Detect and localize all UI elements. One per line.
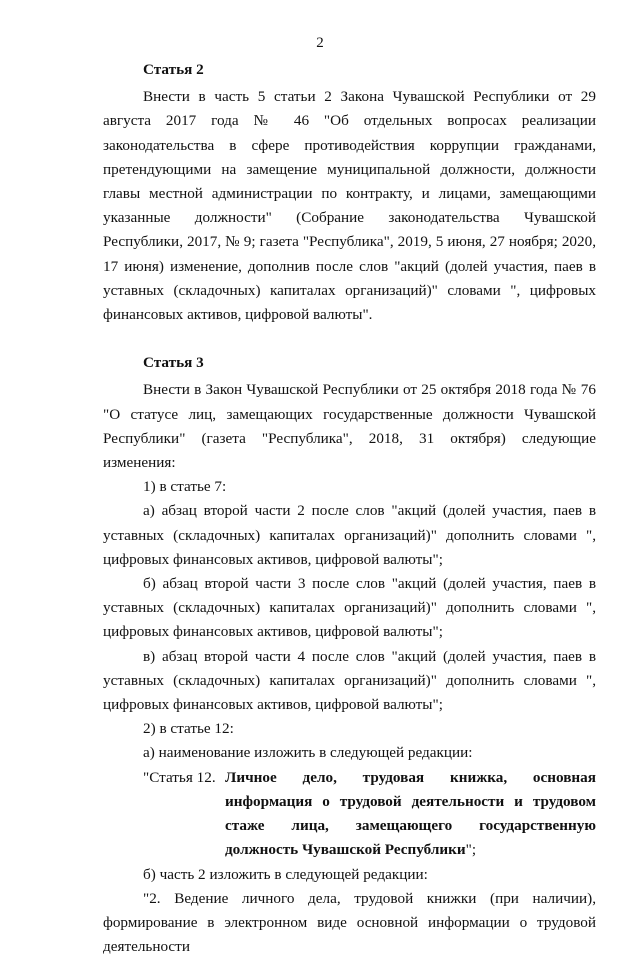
article-3-item-2b-text: "2. Ведение личного дела, трудовой книжки (при наличии), формирование в электронном виде основной информации о трудовой деятельности bbox=[103, 889, 596, 956]
document-body bbox=[103, 58, 596, 959]
quoted-article-end: "; bbox=[465, 841, 477, 859]
section-gap bbox=[103, 327, 596, 351]
article-2-text: Внести в часть 5 статьи 2 Закона Чувашской Республики от 29 августа 2017 года № 46 "Об отдельных вопросах реализации законодательства в сфере противодействия коррупции гражданами, претендующими на замещение муниципальной должности, должности главы местной администрации по контракту, и лицами, замещающими указанные должности" (Собрание законодательства Чувашской Республики, 2017, № 9; газета "Республика", 2019, 5 июня, 27 ноября; 2020, 17 июня) изменение, дополнив после слов "акций (долей участия, паев в уставных (складочных) капиталах организаций)" словами ", цифровых финансовых активов, цифровой валюты". bbox=[103, 88, 596, 324]
quoted-article-heading bbox=[143, 766, 596, 863]
article-2-title: Статья 2 bbox=[143, 61, 204, 78]
article-3-item-1a: а) абзац второй части 2 после слов "акций (долей участия, паев в уставных (складочных) капиталах организаций)" дополнить словами ", цифровых финансовых активов, цифровой валюты"; bbox=[103, 502, 596, 568]
article-3-item-1b: б) абзац второй части 3 после слов "акций (долей участия, паев в уставных (складочных) капиталах организаций)" дополнить словами ", цифровых финансовых активов, цифровой валюты"; bbox=[103, 575, 596, 641]
article-3-title: Статья 3 bbox=[143, 354, 204, 372]
quoted-article-title-text: Личное дело, трудовая книжка, основная информация о трудовой деятельности и трудовом стаже лица, замещающего государственную должность Чувашской Республики bbox=[225, 768, 596, 859]
article-3-item-2: 2) в статье 12: bbox=[143, 720, 234, 738]
article-3-item-2a: а) наименование изложить в следующей редакции: bbox=[143, 744, 473, 762]
quoted-article-title bbox=[225, 766, 596, 863]
article-3-item-1: 1) в статье 7: bbox=[143, 478, 227, 496]
article-3-item-1c: в) абзац второй части 4 после слов "акций (долей участия, паев в уставных (складочных) капиталах организаций)" дополнить словами ", цифровых финансовых активов, цифровой валюты"; bbox=[103, 647, 596, 714]
quoted-article-label: "Статья 12. bbox=[143, 768, 216, 786]
page-number: 2 bbox=[316, 35, 324, 51]
article-3-intro: Внести в Закон Чувашской Республики от 25 октября 2018 года № 76 "О статусе лиц, замещающих государственные должности Чувашской Республики" (газета "Республика", 2018, 31 октября) следующие изменения: bbox=[103, 381, 596, 472]
article-3-item-2b: б) часть 2 изложить в следующей редакции: bbox=[143, 865, 428, 883]
